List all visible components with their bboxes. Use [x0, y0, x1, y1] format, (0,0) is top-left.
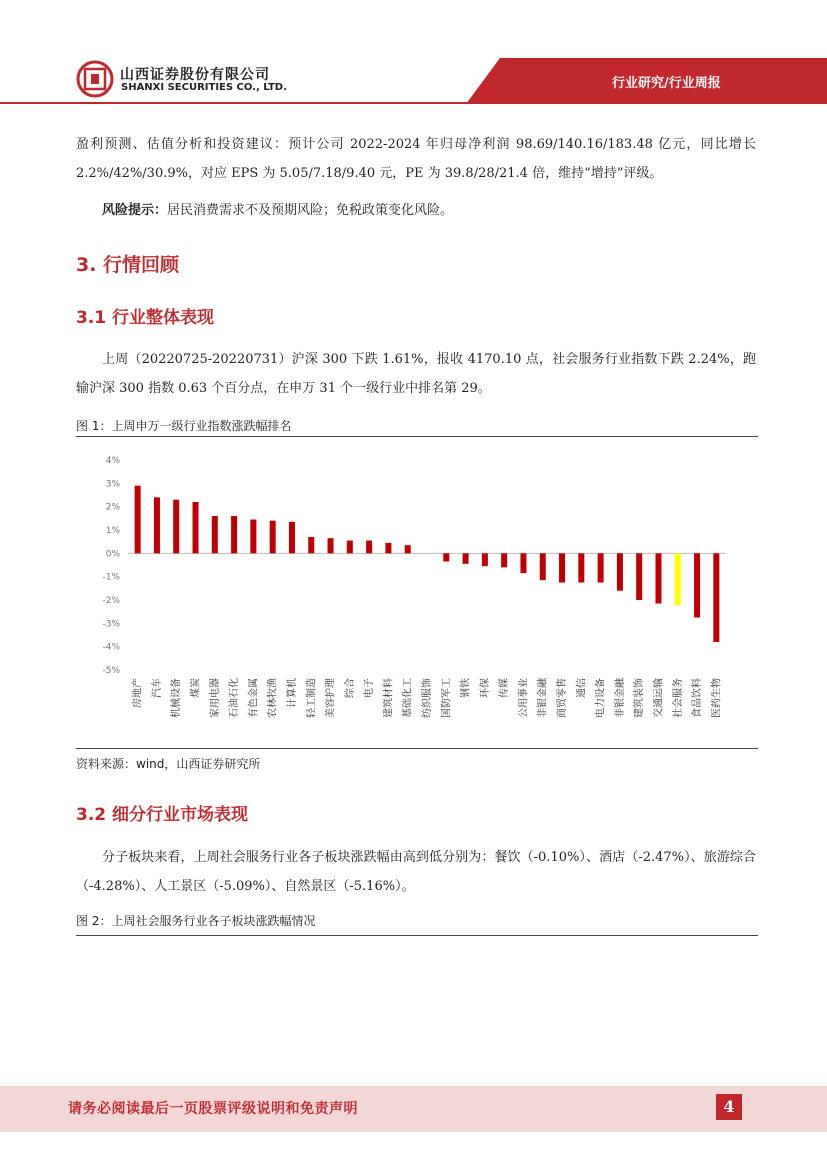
category-label: 建筑装饰	[634, 678, 646, 718]
category-label: 食品饮料	[692, 678, 704, 718]
section-tag: 行业研究/行业周报	[612, 76, 721, 91]
category-label: 电子	[364, 678, 376, 698]
category-label: 家用电器	[209, 678, 221, 718]
bar-7	[270, 521, 276, 554]
bar-8	[289, 522, 295, 554]
section-3-title: 3. 行情回顾	[76, 254, 180, 276]
bar-2	[173, 500, 179, 554]
bar-17	[463, 553, 469, 564]
forecast-text: 预计公司 2022-2024 年归母净利润 98.69/140.16/183.48 亿元，同比增长 2.2%/42%/30.9%，对应 EPS 为 5.05/7.18/9.40 元，PE 为 39.8/28/21.4 倍，维持“增持”评级。	[76, 137, 756, 181]
bar-0	[135, 486, 141, 554]
bar-22	[559, 553, 565, 582]
y-tick-label: 4%	[105, 456, 120, 466]
y-tick-label: 3%	[105, 479, 120, 490]
company-name-en: SHANXI SECURITIES CO., LTD.	[121, 82, 287, 93]
y-tick-label: 0%	[105, 549, 120, 560]
category-label: 基础化工	[402, 678, 414, 718]
category-label: 非银金融	[537, 678, 549, 718]
forecast-paragraph	[76, 130, 756, 188]
figure-1-caption: 图 1：上周申万一级行业指数涨跌幅排名	[76, 419, 292, 433]
category-label: 社会服务	[672, 678, 684, 718]
bar-6	[250, 520, 256, 554]
y-tick-label: -3%	[102, 619, 120, 630]
category-label: 机械设备	[171, 678, 183, 718]
category-label: 汽车	[151, 678, 163, 698]
company-name-cn: 山西证券股份有限公司	[120, 67, 270, 83]
category-label: 钢铁	[460, 678, 472, 698]
bar-13	[385, 543, 391, 554]
bar-5	[231, 516, 237, 553]
category-label: 商贸零售	[557, 678, 569, 718]
bar-10	[328, 538, 334, 553]
y-tick-label: 2%	[105, 502, 120, 513]
bar-23	[578, 553, 584, 582]
category-label: 计算机	[286, 678, 298, 708]
section-3-1-title: 3.1 行业整体表现	[76, 308, 215, 328]
bar-9	[308, 537, 314, 553]
category-label: 有色金属	[248, 678, 260, 718]
section-3-2-text: 分子板块来看，上周社会服务行业各子板块涨跌幅由高到低分别为：餐饮（-0.10%）、酒店（-2.47%）、旅游综合（-4.28%）、人工景区（-5.09%）、自然景区（-5.16%）。	[76, 850, 756, 894]
category-label: 建筑材料	[383, 678, 395, 718]
category-label: 医药生物	[711, 678, 723, 718]
category-label: 房地产	[132, 678, 144, 708]
y-tick-label: -1%	[102, 572, 120, 583]
category-label: 纺织服饰	[422, 678, 433, 718]
category-label: 轻工制造	[306, 678, 318, 718]
bar-24	[598, 553, 604, 582]
category-label: 公用事业	[518, 678, 530, 718]
category-label: 煤炭	[190, 678, 202, 698]
y-tick-label: -5%	[102, 666, 120, 676]
bar-26	[636, 553, 642, 600]
page-number: 4	[716, 1094, 742, 1120]
category-label: 电力设备	[595, 678, 607, 718]
category-label: 传媒	[499, 678, 511, 698]
bar-4	[212, 516, 218, 553]
company-logo-icon	[76, 60, 114, 98]
bar-20	[520, 553, 526, 573]
category-label: 综合	[344, 678, 356, 698]
bar-28	[675, 553, 681, 605]
category-label: 美容护理	[325, 678, 337, 718]
category-label: 通信	[576, 678, 588, 698]
category-label: 非银金融	[614, 678, 626, 718]
bar-27	[655, 553, 661, 603]
bar-29	[694, 553, 700, 617]
forecast-label: 盈利预测、估值分析和投资建议：	[76, 137, 289, 152]
bar-3	[193, 502, 199, 553]
bar-19	[501, 553, 507, 567]
category-label: 石油石化	[229, 678, 241, 718]
section-3-2-title: 3.2 细分行业市场表现	[76, 805, 249, 825]
bar-25	[617, 553, 623, 590]
figure-1-source: 资料来源：wind，山西证券研究所	[76, 757, 261, 771]
risk-label: 风险提示：	[102, 203, 168, 218]
bar-1	[154, 497, 160, 553]
bar-21	[540, 553, 546, 580]
risk-paragraph	[76, 196, 756, 225]
figure-2-top-rule	[76, 935, 758, 936]
y-tick-label: -2%	[102, 596, 120, 606]
category-label: 环保	[479, 678, 491, 698]
category-label: 农林牧渔	[267, 678, 279, 718]
figure-1-top-rule	[76, 436, 758, 437]
figure-1-bottom-rule	[76, 748, 758, 749]
risk-text: 居民消费需求不及预期风险；免税政策变化风险。	[167, 203, 454, 218]
industry-index-chart	[76, 438, 758, 748]
category-label: 国防军工	[441, 678, 453, 718]
bar-18	[482, 553, 488, 566]
category-label: 交通运输	[653, 678, 665, 718]
bar-12	[366, 541, 372, 554]
bar-30	[713, 553, 719, 642]
bar-11	[347, 541, 353, 554]
footer-disclaimer: 请务必阅读最后一页股票评级说明和免责声明	[68, 1101, 358, 1117]
y-tick-label: -4%	[102, 642, 120, 653]
bar-14	[405, 545, 411, 553]
y-tick-label: 1%	[105, 526, 120, 536]
bar-16	[443, 553, 449, 561]
section-3-1-text: 上周（20220725-20220731）沪深 300 下跌 1.61%，报收 4170.10 点，社会服务行业指数下跌 2.24%，跑输沪深 300 指数 0.63 个百分点，在申万 31 个一级行业中排名第 29。	[76, 352, 756, 396]
figure-2-caption: 图 2：上周社会服务行业各子板块涨跌幅情况	[76, 914, 316, 928]
